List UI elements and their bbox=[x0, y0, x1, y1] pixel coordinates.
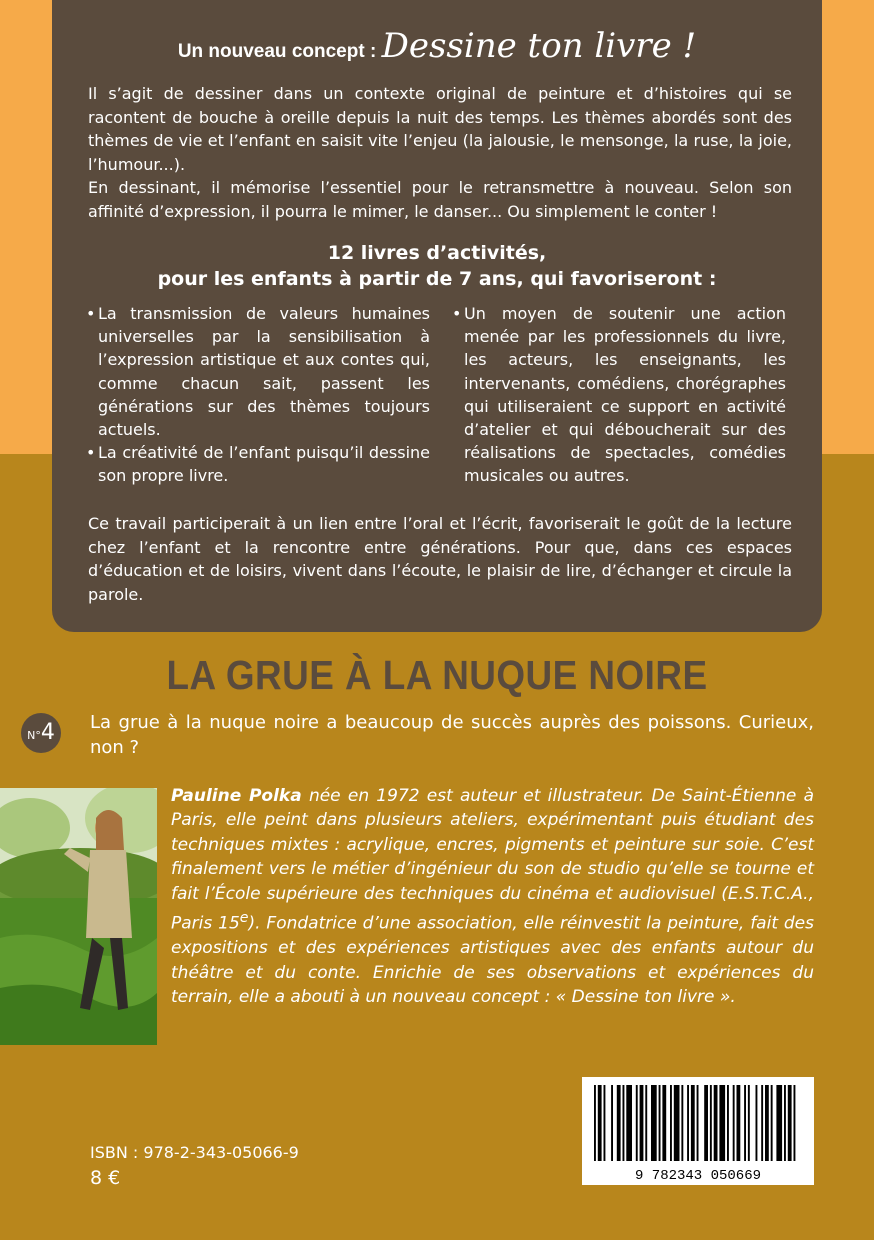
barcode-bar bbox=[710, 1085, 712, 1161]
barcode-bar bbox=[697, 1085, 699, 1161]
barcode-bar bbox=[636, 1085, 638, 1161]
intro-paragraph: En dessinant, il mémorise l’essentiel pour le retransmettre à nouveau. Selon son affinité d’expression, il pourra le mimer, le danser... Ou simplement le conter ! bbox=[88, 178, 792, 221]
price: 8 € bbox=[90, 1167, 121, 1189]
concept-heading-script: Dessine ton livre ! bbox=[381, 26, 697, 66]
barcode-bar bbox=[719, 1085, 725, 1161]
subtitle-line: 12 livres d’activités, bbox=[327, 242, 547, 264]
concept-closing-paragraph: Ce travail participerait à un lien entre l’oral et l’écrit, favoriserait le goût de la lecture chez l’enfant et la rencontre entre générations. Pour que, dans ces espaces d’éducation et de loisirs, vivent dans l’écoute, le plaisir de lire, d’échanger et circule la parole. bbox=[88, 514, 792, 604]
barcode-bar bbox=[714, 1085, 718, 1161]
barcode-digits: 9 782343 050669 bbox=[634, 1168, 762, 1184]
barcode-bar bbox=[733, 1085, 735, 1161]
author-photo bbox=[0, 788, 157, 1045]
barcode-bar bbox=[704, 1085, 708, 1161]
book-title: LA GRUE À LA NUQUE NOIRE bbox=[166, 652, 708, 698]
isbn: ISBN : 978-2-343-05066-9 bbox=[90, 1143, 299, 1162]
barcode-graphic bbox=[582, 1077, 814, 1185]
barcode-bar bbox=[623, 1085, 625, 1161]
barcode-bar bbox=[776, 1085, 782, 1161]
volume-number: 4 bbox=[40, 720, 55, 745]
benefits-list-left bbox=[86, 302, 430, 488]
barcode-bar bbox=[691, 1085, 695, 1161]
author-bio-text: ). Fondatrice d’une association, elle réinvestit la peinture, fait des expositions et des expériences artistiques avec des enfants autour du théâtre et du conte. Enrichie de ses observations et expériences du terrain, elle a abouti à un nouveau concept : « Dessine ton livre ». bbox=[171, 913, 814, 1007]
barcode-bar bbox=[681, 1085, 683, 1161]
barcode bbox=[582, 1077, 814, 1185]
barcode-bar bbox=[594, 1085, 596, 1161]
barcode-bar bbox=[748, 1085, 750, 1161]
barcode-bar bbox=[626, 1085, 632, 1161]
barcode-bar bbox=[737, 1085, 741, 1161]
concept-heading bbox=[52, 26, 822, 66]
barcode-bar bbox=[765, 1085, 769, 1161]
barcode-bar bbox=[617, 1085, 621, 1161]
barcode-bar bbox=[662, 1085, 666, 1161]
subtitle-line: pour les enfants à partir de 7 ans, qui favoriseront : bbox=[157, 268, 717, 290]
barcode-bar bbox=[771, 1085, 773, 1161]
barcode-bar bbox=[645, 1085, 647, 1161]
author-biography bbox=[171, 784, 814, 1009]
barcode-bar bbox=[598, 1085, 602, 1161]
activities-subtitle bbox=[52, 240, 822, 292]
book-summary: La grue à la nuque noire a beaucoup de succès auprès des poissons. Curieux, non ? bbox=[90, 712, 814, 758]
benefit-item: • La créativité de l’enfant puisqu’il dessine son propre livre. bbox=[86, 441, 430, 487]
barcode-bar bbox=[687, 1085, 689, 1161]
barcode-bar bbox=[761, 1085, 763, 1161]
intro-paragraph: Il s’agit de dessiner dans un contexte original de peinture et d’histoires qui se racontent de bouche à oreille depuis la nuit des temps. Les thèmes abordés sont des thèmes de vie et l’enfant en saisit vite l’enjeu (la jalousie, le mensonge, la ruse, la joie, l’humour...). bbox=[88, 84, 792, 174]
volume-number-badge bbox=[21, 713, 61, 753]
concept-heading-prefix: Un nouveau concept : bbox=[177, 41, 382, 62]
barcode-bar bbox=[670, 1085, 672, 1161]
barcode-bars bbox=[594, 1085, 795, 1161]
barcode-bar bbox=[756, 1085, 758, 1161]
barcode-bar bbox=[744, 1085, 746, 1161]
barcode-bar bbox=[794, 1085, 796, 1161]
barcode-bar bbox=[651, 1085, 657, 1161]
barcode-bar bbox=[784, 1085, 786, 1161]
author-name: Pauline Polka bbox=[171, 786, 302, 806]
barcode-bar bbox=[659, 1085, 661, 1161]
concept-intro bbox=[88, 82, 792, 224]
barcode-bar bbox=[604, 1085, 606, 1161]
author-bio-superscript: e bbox=[239, 910, 249, 927]
barcode-bar bbox=[611, 1085, 613, 1161]
barcode-bar bbox=[727, 1085, 729, 1161]
volume-number-prefix: N° bbox=[27, 729, 41, 742]
barcode-bar bbox=[788, 1085, 792, 1161]
author-bio-text: née en 1972 est auteur et illustrateur. De Saint-Étienne à Paris, elle peint dans plusieurs ateliers, expérimentant puis étudiant des techniques mixtes : acrylique, encres, pigments et peinture sur soie. C’est finalement vers le métier d’ingénieur du son de studio qu’elle se tourne et fait l’École supérieure des techniques du cinéma et audiovisuel (E.S.T.C.A., Paris 15 bbox=[171, 786, 814, 934]
benefits-list-right bbox=[452, 302, 786, 488]
benefit-item: • Un moyen de soutenir une action menée par les professionnels du livre, les acteurs, les enseignants, les intervenants, comédiens, chorégraphes qui utiliseraient ce support en activité d’atelier et qui déboucherait sur des réalisations de spectacles, comédies musicales ou autres. bbox=[452, 302, 786, 488]
barcode-bar bbox=[640, 1085, 644, 1161]
barcode-bar bbox=[674, 1085, 680, 1161]
benefit-item: • La transmission de valeurs humaines universelles par la sensibilisation à l’expression artistique et aux contes qui, comme chacun sait, passent les générations sur des thèmes toujours actuels. bbox=[86, 302, 430, 441]
concept-panel bbox=[52, 0, 822, 632]
